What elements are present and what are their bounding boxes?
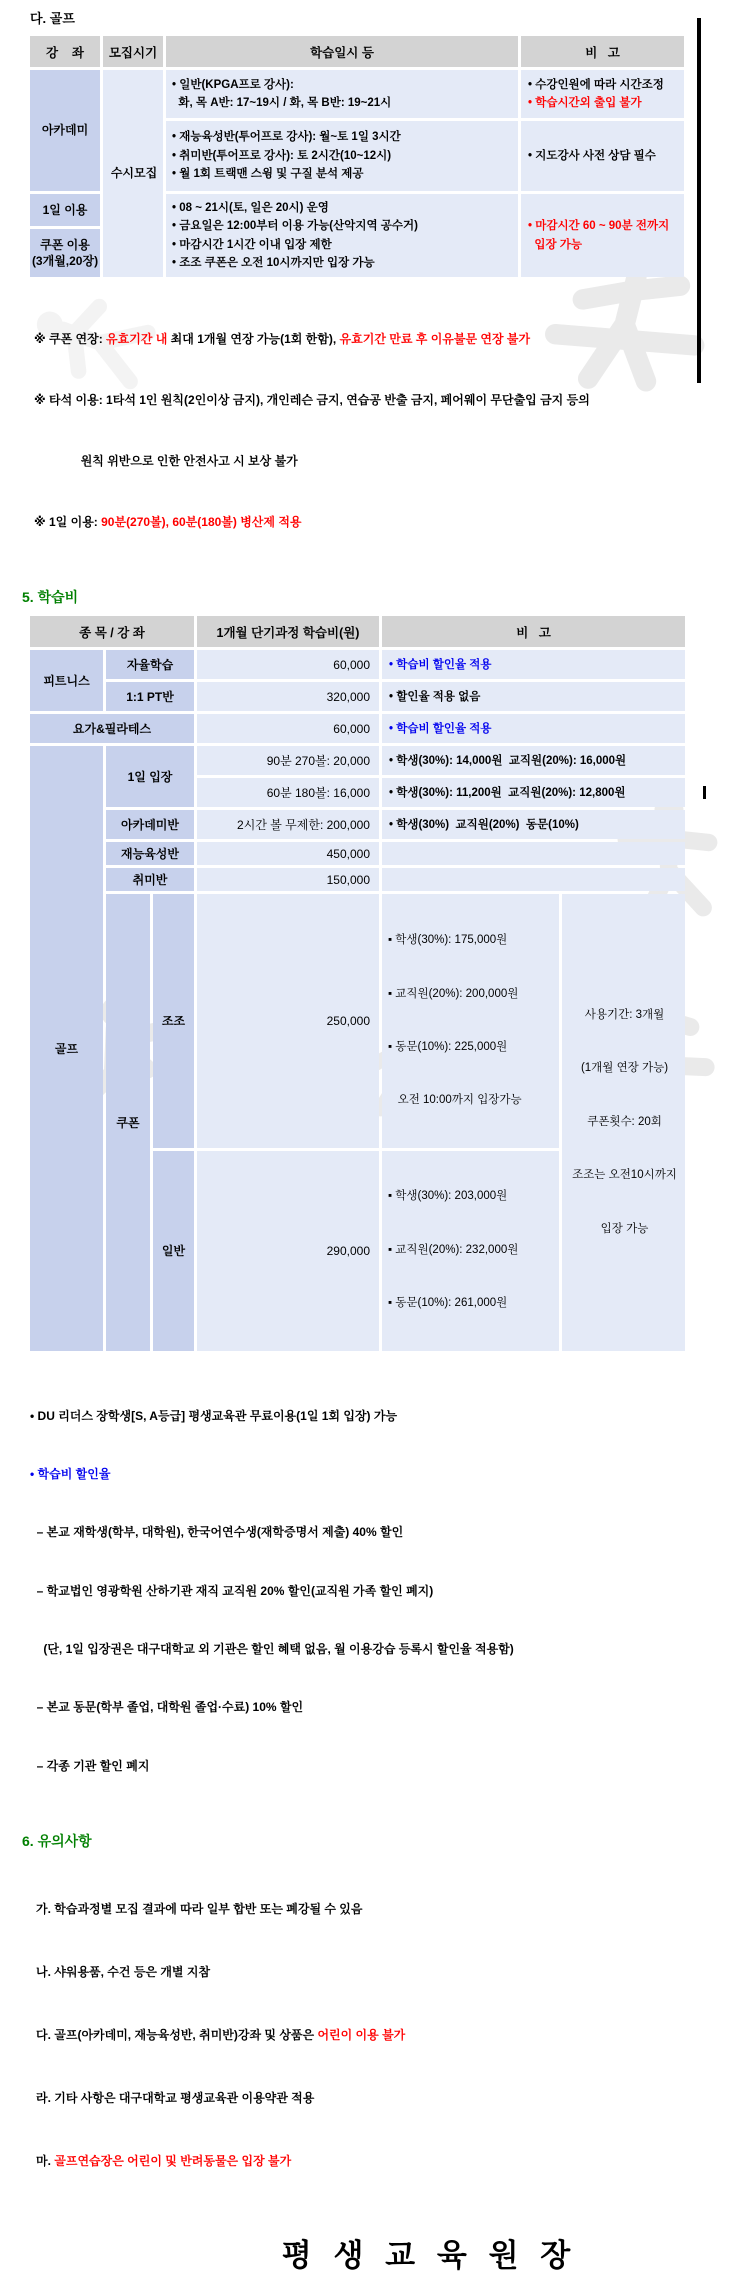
header-schedule: 학습일시 등: [166, 36, 518, 67]
hobby-label-cell: 취미반: [106, 868, 194, 891]
notice-item-ma: [36, 2151, 709, 2172]
discount-item: (단, 1일 입장권은 대구대학교 외 기관은 할인 혜택 없음, 월 이용강습 등록시 할인율 적용함): [30, 1641, 514, 1656]
pt-label-cell: 1:1 PT반: [106, 682, 194, 711]
academy-note-2: • 지도강사 사전 상담 필수: [521, 121, 684, 191]
day-use-label-cell: 1일 이용: [30, 194, 100, 226]
notice-red-text: 골프연습장은 어린이 및 반려동물은 입장 불가: [54, 2153, 292, 2168]
discount-rate-title: • 학습비 할인율: [30, 1466, 111, 1481]
coupon-info-line: (1개월 연장 가능): [580, 1062, 669, 1075]
golf-day90-row: [30, 746, 685, 775]
general-note-cell: [382, 1151, 559, 1351]
yoga-note-cell: • 학습비 할인율 적용: [382, 714, 685, 743]
academy-class-fee-cell: 2시간 볼 무제한: 200,000: [197, 810, 379, 839]
fees-section-title: 5. 학습비: [22, 589, 79, 606]
jojo-note-line: ▪ 학생(30%): 175,000원: [388, 934, 508, 947]
general-note-line: ▪ 학생(30%): 203,000원: [388, 1190, 508, 1203]
discount-item: – 본교 재학생(학부, 대학원), 한국어연수생(재학증명서 제출) 40% 할인: [30, 1525, 404, 1540]
footnote-label: ※ 쿠폰 연장:: [34, 331, 107, 346]
note-line: • 수강인원에 따라 시간조정: [528, 78, 664, 91]
footnote-red: 유효기간 만료 후 이유불문 연장 불가: [339, 331, 531, 346]
coupon-info-line: 입장 가능: [600, 1222, 649, 1235]
yoga-row: [30, 714, 685, 743]
academy-schedule-2: [166, 121, 518, 191]
talent-note-cell: [382, 842, 685, 865]
pt-note-cell: • 할인율 적용 없음: [382, 682, 685, 711]
golf-label-cell: 골프: [30, 746, 103, 1350]
golf-hobby-row: [30, 868, 685, 891]
du-scholarship-line: • DU 리더스 장학생[S, A등급] 평생교육관 무료이용(1일 1회 입장) 가능: [30, 1408, 398, 1423]
golf-section-title: 다. 골프: [30, 11, 75, 26]
day90-fee-cell: 90분 270볼: 20,000: [197, 746, 379, 775]
discount-block: [30, 1368, 709, 1815]
discount-item: – 본교 동문(학부 졸업, 대학원 졸업·수료) 10% 할인: [30, 1700, 304, 1715]
note-line-red: • 학습시간외 출입 불가: [528, 97, 642, 109]
general-note-line: ▪ 교직원(20%): 232,000원: [388, 1243, 519, 1256]
footnote-label: ※ 1일 이용:: [34, 515, 102, 530]
footnote-tee-use: [34, 390, 709, 410]
jojo-fee-cell: 250,000: [197, 894, 379, 1147]
fitness-pt-row: [30, 682, 685, 711]
notice-item-ga: 가. 학습과정별 모집 결과에 따라 일부 합반 또는 폐강될 수 있음: [36, 1901, 363, 1916]
schedule-line: • 조조 쿠폰은 오전 10시까지만 입장 가능: [172, 256, 375, 269]
golf-table: [27, 33, 687, 280]
footnote-text: 최대 1개월 연장 가능(1회 한함),: [167, 331, 340, 346]
yoga-label-cell: 요가&필라테스: [30, 714, 194, 743]
schedule-line: • 08 ~ 21시(토, 일은 20시) 운영: [172, 201, 329, 214]
yoga-fee-cell: 60,000: [197, 714, 379, 743]
coupon-info-line: 사용기간: 3개월: [584, 1008, 665, 1021]
academy-row-1: [30, 70, 684, 118]
notice-red-text: 어린이 이용 불가: [317, 2027, 406, 2042]
academy-class-note-cell: • 학생(30%) 교직원(20%) 동문(10%): [382, 810, 685, 839]
footnote-coupon-extension: [34, 329, 709, 349]
notice-text: 다. 골프(아카데미, 재능육성반, 취미반)강좌 및 상품은: [36, 2027, 318, 2042]
schedule-line: • 재능육성반(투어프로 강사): 월~토 1일 3시간: [172, 131, 401, 144]
notice-item-ra: 라. 기타 사항은 대구대학교 평생교육관 이용약관 적용: [36, 2090, 315, 2105]
coupon-jojo-row: [30, 894, 685, 1147]
schedule-line: • 월 1회 트랙맨 스윙 및 구질 분석 제공: [172, 168, 364, 181]
self-study-fee-cell: 60,000: [197, 650, 379, 679]
header-note: 비 고: [382, 616, 685, 647]
footnote-text: 1타석 1인 원칙(2인이상 금지), 개인레슨 금지, 연습공 반출 금지, 페어웨이 무단출입 금지 등의: [106, 392, 590, 407]
schedule-line: • 마감시간 1시간 이내 입장 제한: [172, 238, 332, 251]
coupon-info-line: 쿠폰횟수: 20회: [587, 1115, 662, 1128]
schedule-line: • 취미반(투어프로 강사): 토 2시간(10~12시): [172, 149, 392, 162]
academy-schedule-1: [166, 70, 518, 118]
notice-section-title: 6. 유의사항: [22, 1832, 92, 1849]
golf-footnotes: [34, 288, 709, 573]
academy-note-1: [521, 70, 684, 118]
notice-item-na: 나. 샤워용품, 수건 등은 개별 지참: [36, 1964, 211, 1979]
self-study-label-cell: 자율학습: [106, 650, 194, 679]
jojo-note-line: 오전 10:00까지 입장가능: [388, 1094, 522, 1107]
fees-table: [27, 613, 688, 1353]
coupon-use-label-cell: [30, 229, 100, 277]
shared-schedule-cell: [166, 194, 518, 277]
jojo-note-line: ▪ 동문(10%): 225,000원: [388, 1040, 508, 1053]
footnote-label: ※ 타석 이용:: [34, 392, 107, 407]
fees-header-row: [30, 616, 685, 647]
general-fee-cell: 290,000: [197, 1151, 379, 1351]
day60-fee-cell: 60분 180볼: 16,000: [197, 778, 379, 807]
scan-artifact-line: [697, 18, 701, 383]
pt-fee-cell: 320,000: [197, 682, 379, 711]
jojo-label-cell: 조조: [153, 894, 194, 1147]
talent-label-cell: 재능육성반: [106, 842, 194, 865]
footnote-day-use: [34, 512, 709, 532]
schedule-line: • 일반(KPGA프로 강사):: [172, 78, 294, 91]
coupon-info-cell: [562, 894, 685, 1350]
footnote-tee-use-cont: 원칙 위반으로 인한 안전사고 시 보상 불가: [34, 454, 298, 469]
hobby-fee-cell: 150,000: [197, 868, 379, 891]
note-line-red: • 마감시간 60 ~ 90분 전까지: [528, 220, 670, 233]
academy-class-label-cell: 아카데미반: [106, 810, 194, 839]
header-period: 모집시기: [103, 36, 163, 67]
hobby-note-cell: [382, 868, 685, 891]
golf-academy-row: [30, 810, 685, 839]
header-course: 강 좌: [30, 36, 100, 67]
header-fee: 1개월 단기과정 학습비(원): [197, 616, 379, 647]
academy-label-cell: 아카데미: [30, 70, 100, 191]
note-line-red: 입장 가능: [528, 238, 583, 251]
discount-item: – 각종 기관 할인 폐지: [30, 1758, 150, 1773]
coupon-label-cell: 쿠폰: [106, 894, 150, 1350]
shared-note-cell: [521, 194, 684, 277]
schedule-line: 화, 목 A반: 17~19시 / 화, 목 B반: 19~21시: [172, 97, 392, 109]
jojo-note-line: ▪ 교직원(20%): 200,000원: [388, 987, 519, 1000]
day-entry-label-cell: 1일 입장: [106, 746, 194, 807]
footnote-red: 90분(270볼), 60분(180볼) 병산제 적용: [101, 515, 302, 530]
fitness-self-row: [30, 650, 685, 679]
talent-fee-cell: 450,000: [197, 842, 379, 865]
label-line: (3개월,20장): [31, 254, 99, 268]
header-course: 종 목 / 강 좌: [30, 616, 194, 647]
fitness-label-cell: 피트니스: [30, 650, 103, 711]
day60-note-cell: • 학생(30%): 11,200원 교직원(20%): 12,800원: [382, 778, 685, 807]
day90-note-cell: • 학생(30%): 14,000원 교직원(20%): 16,000원: [382, 746, 685, 775]
period-value-cell: 수시모집: [103, 70, 163, 277]
notice-list: [36, 1857, 709, 2214]
self-study-note-cell: • 학습비 할인율 적용: [382, 650, 685, 679]
label-line: 쿠폰 이용: [40, 237, 90, 252]
footnote-red: 유효기간 내: [106, 331, 168, 346]
golf-table-header-row: [30, 36, 684, 67]
coupon-info-line: 조조는 오전10시까지: [572, 1169, 677, 1182]
director-signature-title: 평 생 교 육 원 장: [281, 2237, 578, 2273]
header-note: 비 고: [521, 36, 684, 67]
notice-text: 마.: [36, 2153, 55, 2168]
scan-artifact-tick: [703, 786, 706, 799]
schedule-line: • 금요일은 12:00부터 이용 가능(산악지역 공수거): [172, 220, 418, 233]
general-label-cell: 일반: [153, 1151, 194, 1351]
jojo-note-cell: [382, 894, 559, 1147]
general-note-line: ▪ 동문(10%): 261,000원: [388, 1297, 508, 1310]
golf-talent-row: [30, 842, 685, 865]
discount-item: – 학교법인 영광학원 산하기관 재직 교직원 20% 할인(교직원 가족 할인 폐지): [30, 1583, 434, 1598]
notice-item-da: [36, 2025, 709, 2046]
